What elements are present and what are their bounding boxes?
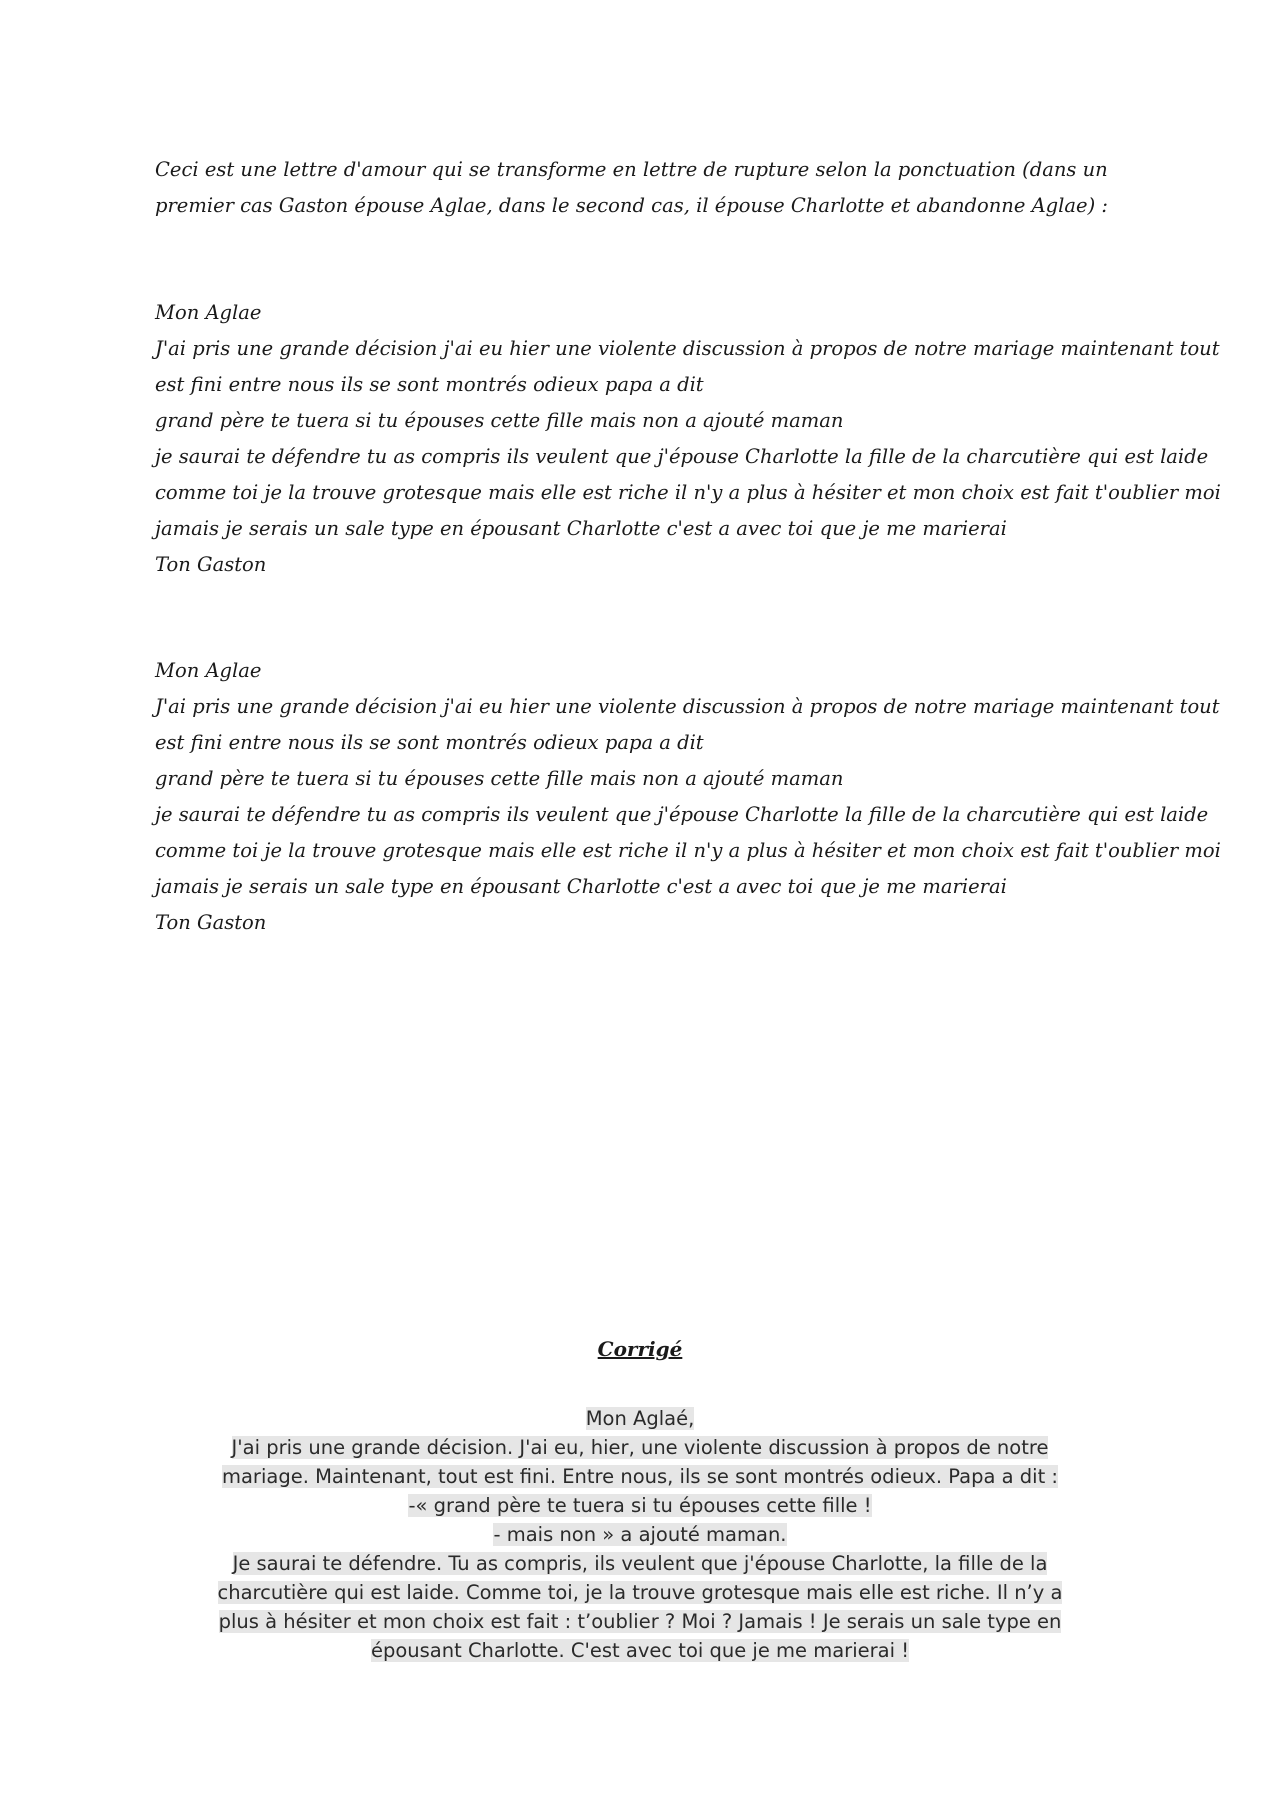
- letter-line: est fini entre nous ils se sont montrés odieux papa a dit: [155, 373, 704, 396]
- letter-line: grand père te tuera si tu épouses cette fille mais non a ajouté maman: [155, 767, 844, 790]
- corrige-line: J'ai pris une grande décision. J'ai eu, hier, une violente discussion à propos de notre: [231, 1436, 1049, 1459]
- corrige-line: mariage. Maintenant, tout est fini. Entre nous, ils se sont montrés odieux. Papa a dit :: [221, 1465, 1058, 1488]
- corrige-line: épousant Charlotte. C'est avec toi que je me marierai !: [370, 1639, 910, 1662]
- letter-version-2: [155, 653, 1221, 941]
- letter-line: jamais je serais un sale type en épousant Charlotte c'est a avec toi que je me marierai: [155, 517, 1007, 540]
- letter-line: comme toi je la trouve grotesque mais elle est riche il n'y a plus à hésiter et mon choix est fait t'oublier moi: [155, 481, 1221, 504]
- corrige-line: Mon Aglaé,: [585, 1407, 695, 1430]
- letter-signature: Ton Gaston: [155, 911, 267, 934]
- letter-line: est fini entre nous ils se sont montrés odieux papa a dit: [155, 731, 704, 754]
- corrige-line: charcutière qui est laide. Comme toi, je la trouve grotesque mais elle est riche. Il n’y a: [217, 1581, 1063, 1604]
- letter-version-1: [155, 295, 1221, 583]
- letter-line: J'ai pris une grande décision j'ai eu hier une violente discussion à propos de notre mariage maintenant tout: [155, 337, 1220, 360]
- corrige-line: -« grand père te tuera si tu épouses cette fille !: [408, 1494, 872, 1517]
- corrige-title: Corrigé: [597, 1337, 683, 1361]
- letter-line: comme toi je la trouve grotesque mais elle est riche il n'y a plus à hésiter et mon choix est fait t'oublier moi: [155, 839, 1221, 862]
- letter-line: grand père te tuera si tu épouses cette fille mais non a ajouté maman: [155, 409, 844, 432]
- corrige-text: [170, 1404, 1110, 1665]
- corrige-line: plus à hésiter et mon choix est fait : t’oublier ? Moi ? Jamais ! Je serais un sale type en: [218, 1610, 1062, 1633]
- letter-line: je saurai te défendre tu as compris ils veulent que j'épouse Charlotte la fille de la charcutière qui est laide: [155, 803, 1209, 826]
- corrige-line: Je saurai te défendre. Tu as compris, ils veulent que j'épouse Charlotte, la fille de la: [232, 1552, 1048, 1575]
- letter-line: jamais je serais un sale type en épousant Charlotte c'est a avec toi que je me marierai: [155, 875, 1007, 898]
- letter-greeting: Mon Aglae: [155, 301, 262, 324]
- letter-greeting: Mon Aglae: [155, 659, 262, 682]
- corrige-line: - mais non » a ajouté maman.: [493, 1523, 787, 1546]
- letter-signature: Ton Gaston: [155, 553, 267, 576]
- letter-line: je saurai te défendre tu as compris ils veulent que j'épouse Charlotte la fille de la charcutière qui est laide: [155, 445, 1209, 468]
- intro-paragraph: Ceci est une lettre d'amour qui se transforme en lettre de rupture selon la ponctuation (dans un premier cas Gaston épouse Aglae, dans le second cas, il épouse Charlotte et abandonne Aglae) :: [155, 158, 1108, 217]
- letter-line: J'ai pris une grande décision j'ai eu hier une violente discussion à propos de notre mariage maintenant tout: [155, 695, 1220, 718]
